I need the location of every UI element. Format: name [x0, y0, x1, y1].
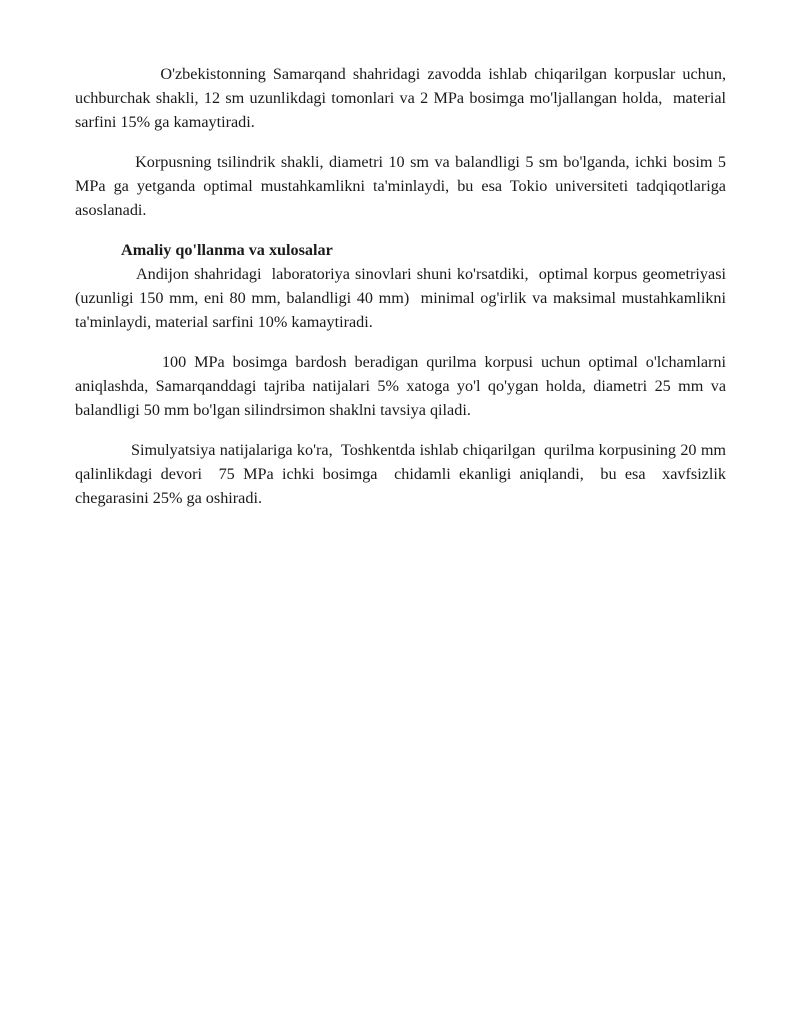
paragraph-cylindrical-shape: Korpusning tsilindrik shakli, diametri 10 sm va balandligi 5 sm bo'lganda, ichki bosim 5 MPa ga yetganda optimal mustahkamlikni ta'minlaydi, bu esa Tokio universiteti tadqiqotlariga asoslanadi. — [75, 153, 731, 219]
paragraph-andijon-lab: Andijon shahridagi laboratoriya sinovlari shuni ko'rsatdiki, optimal korpus geometriyasi (uzunligi 150 mm, eni 80 mm, balandligi 40 mm) minimal og'irlik va maksimal mustahkamlikni ta'minlaydi, material sarfini 10% kamaytiradi. — [75, 265, 735, 331]
document-body — [75, 62, 735, 526]
paragraph-samarqand-triangle: O'zbekistonning Samarqand shahridagi zavodda ishlab chiqarilgan korpuslar uchun, uchburchak shakli, 12 sm uzunlikdagi tomonlari va 2 MPa bosimga mo'ljallangan holda, material sarfini 15% ga kamaytiradi. — [75, 65, 735, 131]
paragraph-simulation-results: Simulyatsiya natijalariga ko'ra, Toshkentda ishlab chiqarilgan qurilma korpusining 20 mm qalinlikdagi devori 75 MPa ichki bosimga chidamli ekanligi aniqlandi, bu esa xavfsizlik chegarasini 25% ga oshiradi. — [75, 441, 731, 507]
section-heading: Amaliy qo'llanma va xulosalar — [121, 241, 333, 259]
paragraph-100mpa-device: 100 MPa bosimga bardosh beradigan qurilma korpusi uchun optimal o'lchamlarni aniqlashda, Samarqanddagi tajriba natijalari 5% xatoga yo'l qo'ygan holda, diametri 25 mm va balandligi 50 mm bo'lgan silindrsimon shaklni tavsiya qiladi. — [75, 353, 731, 419]
